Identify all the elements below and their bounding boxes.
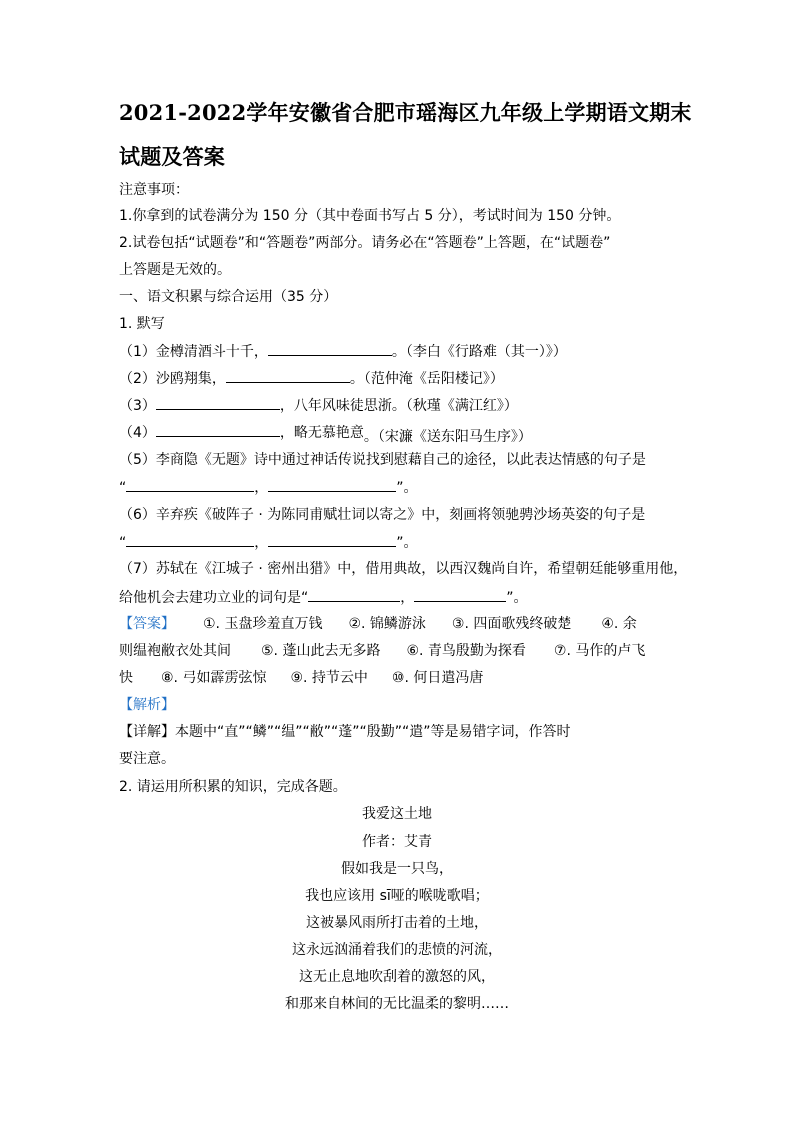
answer-item: ⑨. 持节云中 [290, 670, 368, 686]
open-quote: “ [119, 480, 127, 496]
close-quote: ”。 [396, 480, 418, 496]
answer-item: ⑦. 马作的卢飞 [553, 643, 646, 659]
question-2-label: 2. 请运用所积累的知识，完成各题。 [119, 779, 347, 795]
answer-blank[interactable] [226, 368, 350, 383]
answer-blank[interactable] [156, 422, 280, 437]
answer-item: ③. 四面歌残终破楚 [451, 616, 572, 632]
answer-item: ④. 余 [601, 616, 637, 632]
question-1-item-6-blanks [119, 532, 418, 553]
answer-item: ②. 锦鳞游泳 [348, 616, 426, 632]
item-1-prefix: （1）金樽清酒斗十千， [119, 344, 268, 360]
open-quote: “ [119, 535, 127, 551]
comma: ， [254, 480, 269, 496]
analysis-tag: 【解析】 [119, 697, 175, 713]
answer-blank[interactable] [414, 587, 506, 602]
question-1-item-7: （7）苏轼在《江城子 · 密州出猎》中，借用典故，以西汉魏尚自许，希望朝廷能够重用他， [119, 561, 688, 577]
question-1-label: 1. 默写 [119, 316, 165, 332]
question-1-item-1 [119, 341, 567, 362]
poem-line: 这被暴风雨所打击着的土地， [306, 915, 488, 931]
analysis-detail [119, 722, 571, 742]
note-2b: 上答题是无效的。 [119, 262, 231, 278]
answer-item: ⑥. 青鸟殷勤为探看 [406, 643, 526, 659]
document-title-line-1: 2021-2022学年安徽省合肥市瑶海区九年级上学期语文期末 [119, 100, 692, 125]
answer-item: ⑩. 何日遣冯唐 [391, 670, 484, 686]
answer-item: ⑧. 弓如霹雳弦惊 [161, 670, 267, 686]
answer-blank[interactable] [268, 532, 396, 547]
poem-line: 和那来自林间的无比温柔的黎明…… [285, 996, 509, 1012]
note-2a: 2.试卷包括“试题卷”和“答题卷”两部分。请务必在“答题卷”上答题，在“试题卷” [119, 235, 611, 251]
section-1-heading: 一、语文积累与综合运用（35 分） [119, 289, 338, 305]
poem-line: 假如我是一只鸟， [341, 861, 453, 877]
poem-line: 我也应该用 sī哑的喉咙歌唱； [305, 888, 489, 904]
answer-item: 则缊袍敝衣处其间 [119, 643, 231, 659]
item-7-prefix: 给他机会去建功立业的词句是“ [119, 590, 309, 606]
answer-item: ①. 玉盘珍羞直万钱 [203, 616, 323, 632]
answer-blank[interactable] [268, 341, 392, 356]
item-3-prefix: （3） [119, 398, 156, 414]
answer-blank[interactable] [126, 532, 254, 547]
close-quote: ”。 [396, 535, 418, 551]
answer-blank[interactable] [308, 587, 400, 602]
question-1-item-4 [119, 422, 532, 443]
poem-title: 我爱这土地 [362, 806, 432, 822]
detail-tag: 【详解】 [119, 724, 175, 740]
answer-blank[interactable] [126, 477, 254, 492]
item-2-suffix: 。（范仲淹《岳阳楼记》） [349, 371, 504, 387]
item-3-suffix: ，八年风味徒思浙。（秋瑾《满江红》） [279, 398, 518, 414]
note-1: 1.你拿到的试卷满分为 150 分（其中卷面书写占 5 分），考试时间为 150 分钟。 [119, 208, 621, 224]
poem-author: 作者：艾青 [362, 834, 432, 850]
detail-text: 本题中“直”“鳞”“缊”“敝”“蓬”“殷勤”“遣”等是易错字词，作答时 [175, 724, 571, 740]
close-quote: ”。 [506, 590, 528, 606]
question-1-item-6: （6）辛弃疾《破阵子 · 为陈同甫赋壮词以寄之》中，刻画将领驰骋沙场英姿的句子是 [119, 507, 646, 523]
item-2-prefix: （2）沙鸥翔集， [119, 371, 226, 387]
answer-item: 快 [119, 670, 133, 686]
poem-line: 这无止息地吹刮着的激怒的风， [299, 969, 495, 985]
item-4-suffix: 。（宋濂《送东阳马生序》） [363, 429, 532, 445]
answer-blank[interactable] [156, 395, 280, 410]
comma: ， [400, 590, 415, 606]
question-1-item-5-blanks [119, 477, 418, 498]
question-1-item-2 [119, 368, 504, 389]
answer-line-1 [119, 614, 637, 634]
answer-tag: 【答案】 [119, 616, 175, 632]
poem-line: 这永远汹涌着我们的悲愤的河流， [292, 942, 502, 958]
analysis-detail-2: 要注意。 [119, 751, 175, 767]
item-1-suffix: 。（李白《行路难（其一）》） [391, 344, 567, 360]
document-title-line-2: 试题及答案 [119, 144, 225, 169]
item-4-middle: ，略无慕艳意 [279, 425, 364, 441]
answer-item: ⑤. 蓬山此去无多路 [261, 643, 381, 659]
question-1-item-7-blanks [119, 587, 528, 608]
comma: ， [254, 535, 269, 551]
answer-line-2 [119, 641, 645, 661]
answer-blank[interactable] [268, 477, 396, 492]
item-4-prefix: （4） [119, 425, 156, 441]
question-1-item-3 [119, 395, 518, 416]
answer-line-3 [119, 668, 483, 688]
notes-heading: 注意事项： [119, 182, 189, 198]
question-1-item-5: （5）李商隐《无题》诗中通过神话传说找到慰藉自己的途径，以此表达情感的句子是 [119, 452, 646, 468]
